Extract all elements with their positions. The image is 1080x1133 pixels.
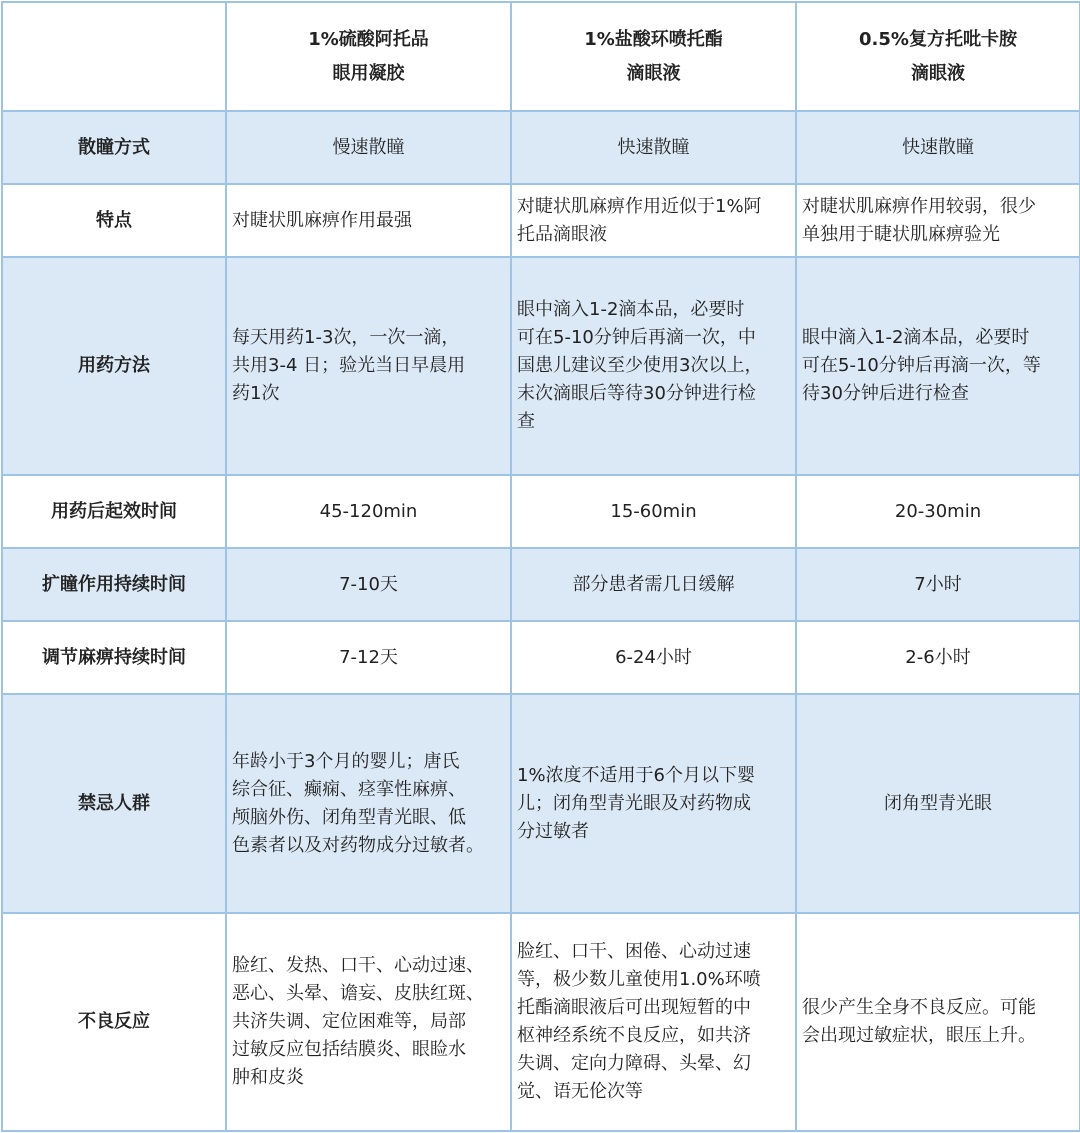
cell-cyclopentolate: 部分患者需几日缓解	[511, 548, 796, 621]
cell-atropine: 年龄小于3个月的婴儿；唐氏 综合征、癫痫、痉挛性麻痹、 颅脑外伤、闭角型青光眼、低 色素者以及对药物成分过敏者。	[226, 694, 511, 913]
cell-atropine: 对睫状肌麻痹作用最强	[226, 184, 511, 257]
row-label: 不良反应	[2, 913, 226, 1131]
row-dosage	[2, 257, 1080, 475]
cell-tropicamide: 20-30min	[796, 475, 1080, 548]
cell-cyclopentolate: 6-24小时	[511, 621, 796, 694]
row-cycloplegia-duration	[2, 621, 1080, 694]
header-cyclopentolate: 1%盐酸环喷托酯 滴眼液	[511, 2, 796, 111]
row-contraindications	[2, 694, 1080, 913]
cell-atropine: 慢速散瞳	[226, 111, 511, 184]
row-label: 特点	[2, 184, 226, 257]
row-label: 用药方法	[2, 257, 226, 475]
row-label: 扩瞳作用持续时间	[2, 548, 226, 621]
cell-cyclopentolate: 脸红、口干、困倦、心动过速 等，极少数儿童使用1.0%环喷 托酯滴眼液后可出现短暂的中 枢神经系统不良反应，如共济 失调、定向力障碍、头晕、幻 觉、语无伦次等	[511, 913, 796, 1131]
header-tropicamide: 0.5%复方托吡卡胺 滴眼液	[796, 2, 1080, 111]
row-dilation-duration	[2, 548, 1080, 621]
header-row	[2, 2, 1080, 111]
corner-cell	[2, 2, 226, 111]
cell-tropicamide: 2-6小时	[796, 621, 1080, 694]
cell-tropicamide: 对睫状肌麻痹作用较弱，很少 单独用于睫状肌麻痹验光	[796, 184, 1080, 257]
cell-atropine: 每天用药1-3次，一次一滴， 共用3-4 日；验光当日早晨用 药1次	[226, 257, 511, 475]
cell-atropine: 45-120min	[226, 475, 511, 548]
cell-cyclopentolate: 15-60min	[511, 475, 796, 548]
cell-tropicamide: 快速散瞳	[796, 111, 1080, 184]
row-label: 禁忌人群	[2, 694, 226, 913]
row-features	[2, 184, 1080, 257]
row-label: 调节麻痹持续时间	[2, 621, 226, 694]
cell-atropine: 7-10天	[226, 548, 511, 621]
cell-cyclopentolate: 眼中滴入1-2滴本品，必要时 可在5-10分钟后再滴一次，中 国患儿建议至少使用3次以上， 末次滴眼后等待30分钟进行检 查	[511, 257, 796, 475]
cell-tropicamide: 7小时	[796, 548, 1080, 621]
row-adverse-reactions	[2, 913, 1080, 1131]
cell-tropicamide: 眼中滴入1-2滴本品，必要时 可在5-10分钟后再滴一次，等 待30分钟后进行检查	[796, 257, 1080, 475]
row-label: 散瞳方式	[2, 111, 226, 184]
row-mydriasis-mode	[2, 111, 1080, 184]
cell-atropine: 脸红、发热、口干、心动过速、 恶心、头晕、谵妄、皮肤红斑、 共济失调、定位困难等，局部 过敏反应包括结膜炎、眼睑水 肿和皮炎	[226, 913, 511, 1131]
cell-cyclopentolate: 对睫状肌麻痹作用近似于1%阿 托品滴眼液	[511, 184, 796, 257]
cell-tropicamide: 闭角型青光眼	[796, 694, 1080, 913]
cell-cyclopentolate: 1%浓度不适用于6个月以下婴 儿；闭角型青光眼及对药物成 分过敏者	[511, 694, 796, 913]
cell-atropine: 7-12天	[226, 621, 511, 694]
drug-comparison-table	[1, 1, 1080, 1132]
row-onset-time	[2, 475, 1080, 548]
cell-cyclopentolate: 快速散瞳	[511, 111, 796, 184]
cell-tropicamide: 很少产生全身不良反应。可能 会出现过敏症状，眼压上升。	[796, 913, 1080, 1131]
row-label: 用药后起效时间	[2, 475, 226, 548]
header-atropine: 1%硫酸阿托品 眼用凝胶	[226, 2, 511, 111]
